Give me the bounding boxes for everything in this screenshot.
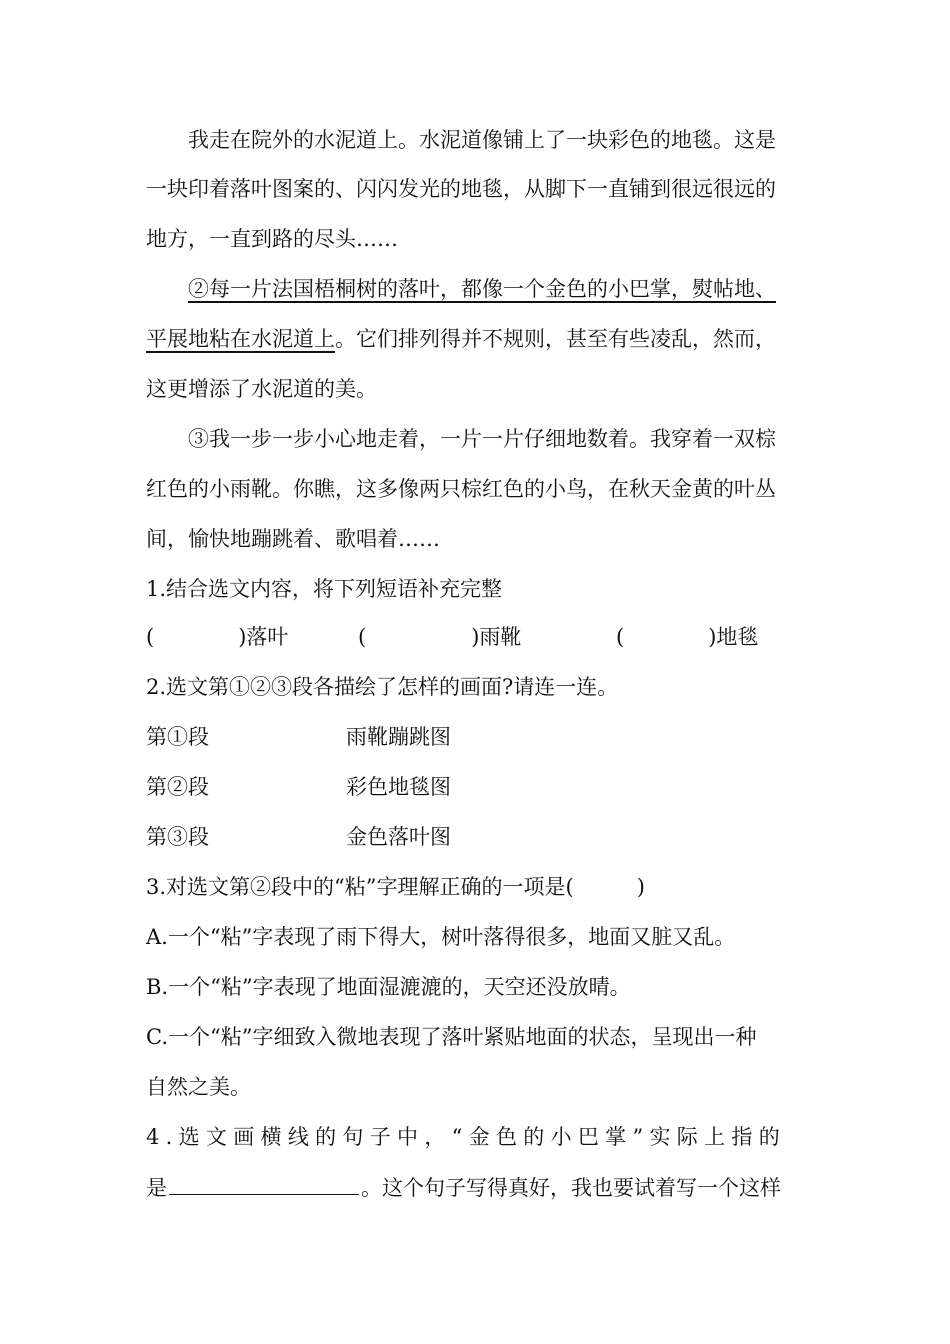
passage-p2-line3: 这更增添了水泥道的美。	[146, 377, 377, 401]
passage-p1-line1: 我走在院外的水泥道上。水泥道像铺上了一块彩色的地毯。这是	[188, 128, 776, 152]
q4-line2-suffix: 。这个句子写得真好，我也要试着写一个这样	[361, 1176, 781, 1200]
q2-right-1: 雨靴蹦跳图	[346, 725, 451, 749]
question-1-prompt: 1.结合选文内容，将下列短语补充完整	[146, 577, 503, 601]
q4-answer-blank[interactable]	[169, 1172, 359, 1195]
q2-right-3: 金色落叶图	[346, 825, 451, 849]
q2-left-2: 第②段	[146, 775, 209, 799]
q1-item-carpet: ( )地毯	[616, 625, 759, 649]
passage-p3-line3: 间，愉快地蹦跳着、歌唱着……	[146, 527, 440, 551]
question-4-line1	[146, 1122, 808, 1152]
q1-item-fallen-leaves: ( )落叶	[146, 625, 289, 649]
passage-p2-line2	[146, 324, 808, 354]
q1-item-rain-boots: ( )雨靴	[358, 625, 522, 649]
q2-left-1: 第①段	[146, 725, 209, 749]
passage-p3-line2: 红色的小雨靴。你瞧，这多像两只棕红色的小鸟，在秋天金黄的叶丛	[146, 477, 776, 501]
question-3-prompt: 3.对选文第②段中的“粘”字理解正确的一项是( )	[146, 875, 645, 899]
q3-option-a: A.一个“粘”字表现了雨下得大，树叶落得很多，地面又脏又乱。	[146, 925, 736, 949]
question-2-prompt: 2.选文第①②③段各描绘了怎样的画面?请连一连。	[146, 675, 619, 699]
passage-p1-line3: 地方，一直到路的尽头……	[146, 227, 398, 251]
q3-option-b: B.一个“粘”字表现了地面湿漉漉的，天空还没放晴。	[146, 975, 631, 999]
underlined-sentence-end: 平展地粘在水泥道上	[146, 327, 335, 351]
q4-line2-prefix: 是	[146, 1176, 167, 1200]
passage-p3-line1: ③我一步一步小心地走着，一片一片仔细地数着。我穿着一双棕	[188, 427, 776, 451]
q2-right-2: 彩色地毯图	[346, 775, 451, 799]
q4-line1-text: 4.选文画横线的句子中，“金色的小巴掌”实际上指的	[146, 1125, 787, 1149]
passage-p2-line2-rest: 。它们排列得并不规则，甚至有些凌乱，然而，	[335, 327, 776, 351]
question-4-line2	[146, 1172, 808, 1203]
passage-p2-line1: ②每一片法国梧桐树的落叶，都像一个金色的小巴掌，熨帖地、	[188, 277, 776, 301]
q2-left-3: 第③段	[146, 825, 209, 849]
q3-option-c-line1: C.一个“粘”字细致入微地表现了落叶紧贴地面的状态，呈现出一种	[146, 1025, 757, 1049]
q3-option-c-line2: 自然之美。	[146, 1075, 251, 1099]
passage-p1-line2: 一块印着落叶图案的、闪闪发光的地毯，从脚下一直铺到很远很远的	[146, 177, 776, 201]
